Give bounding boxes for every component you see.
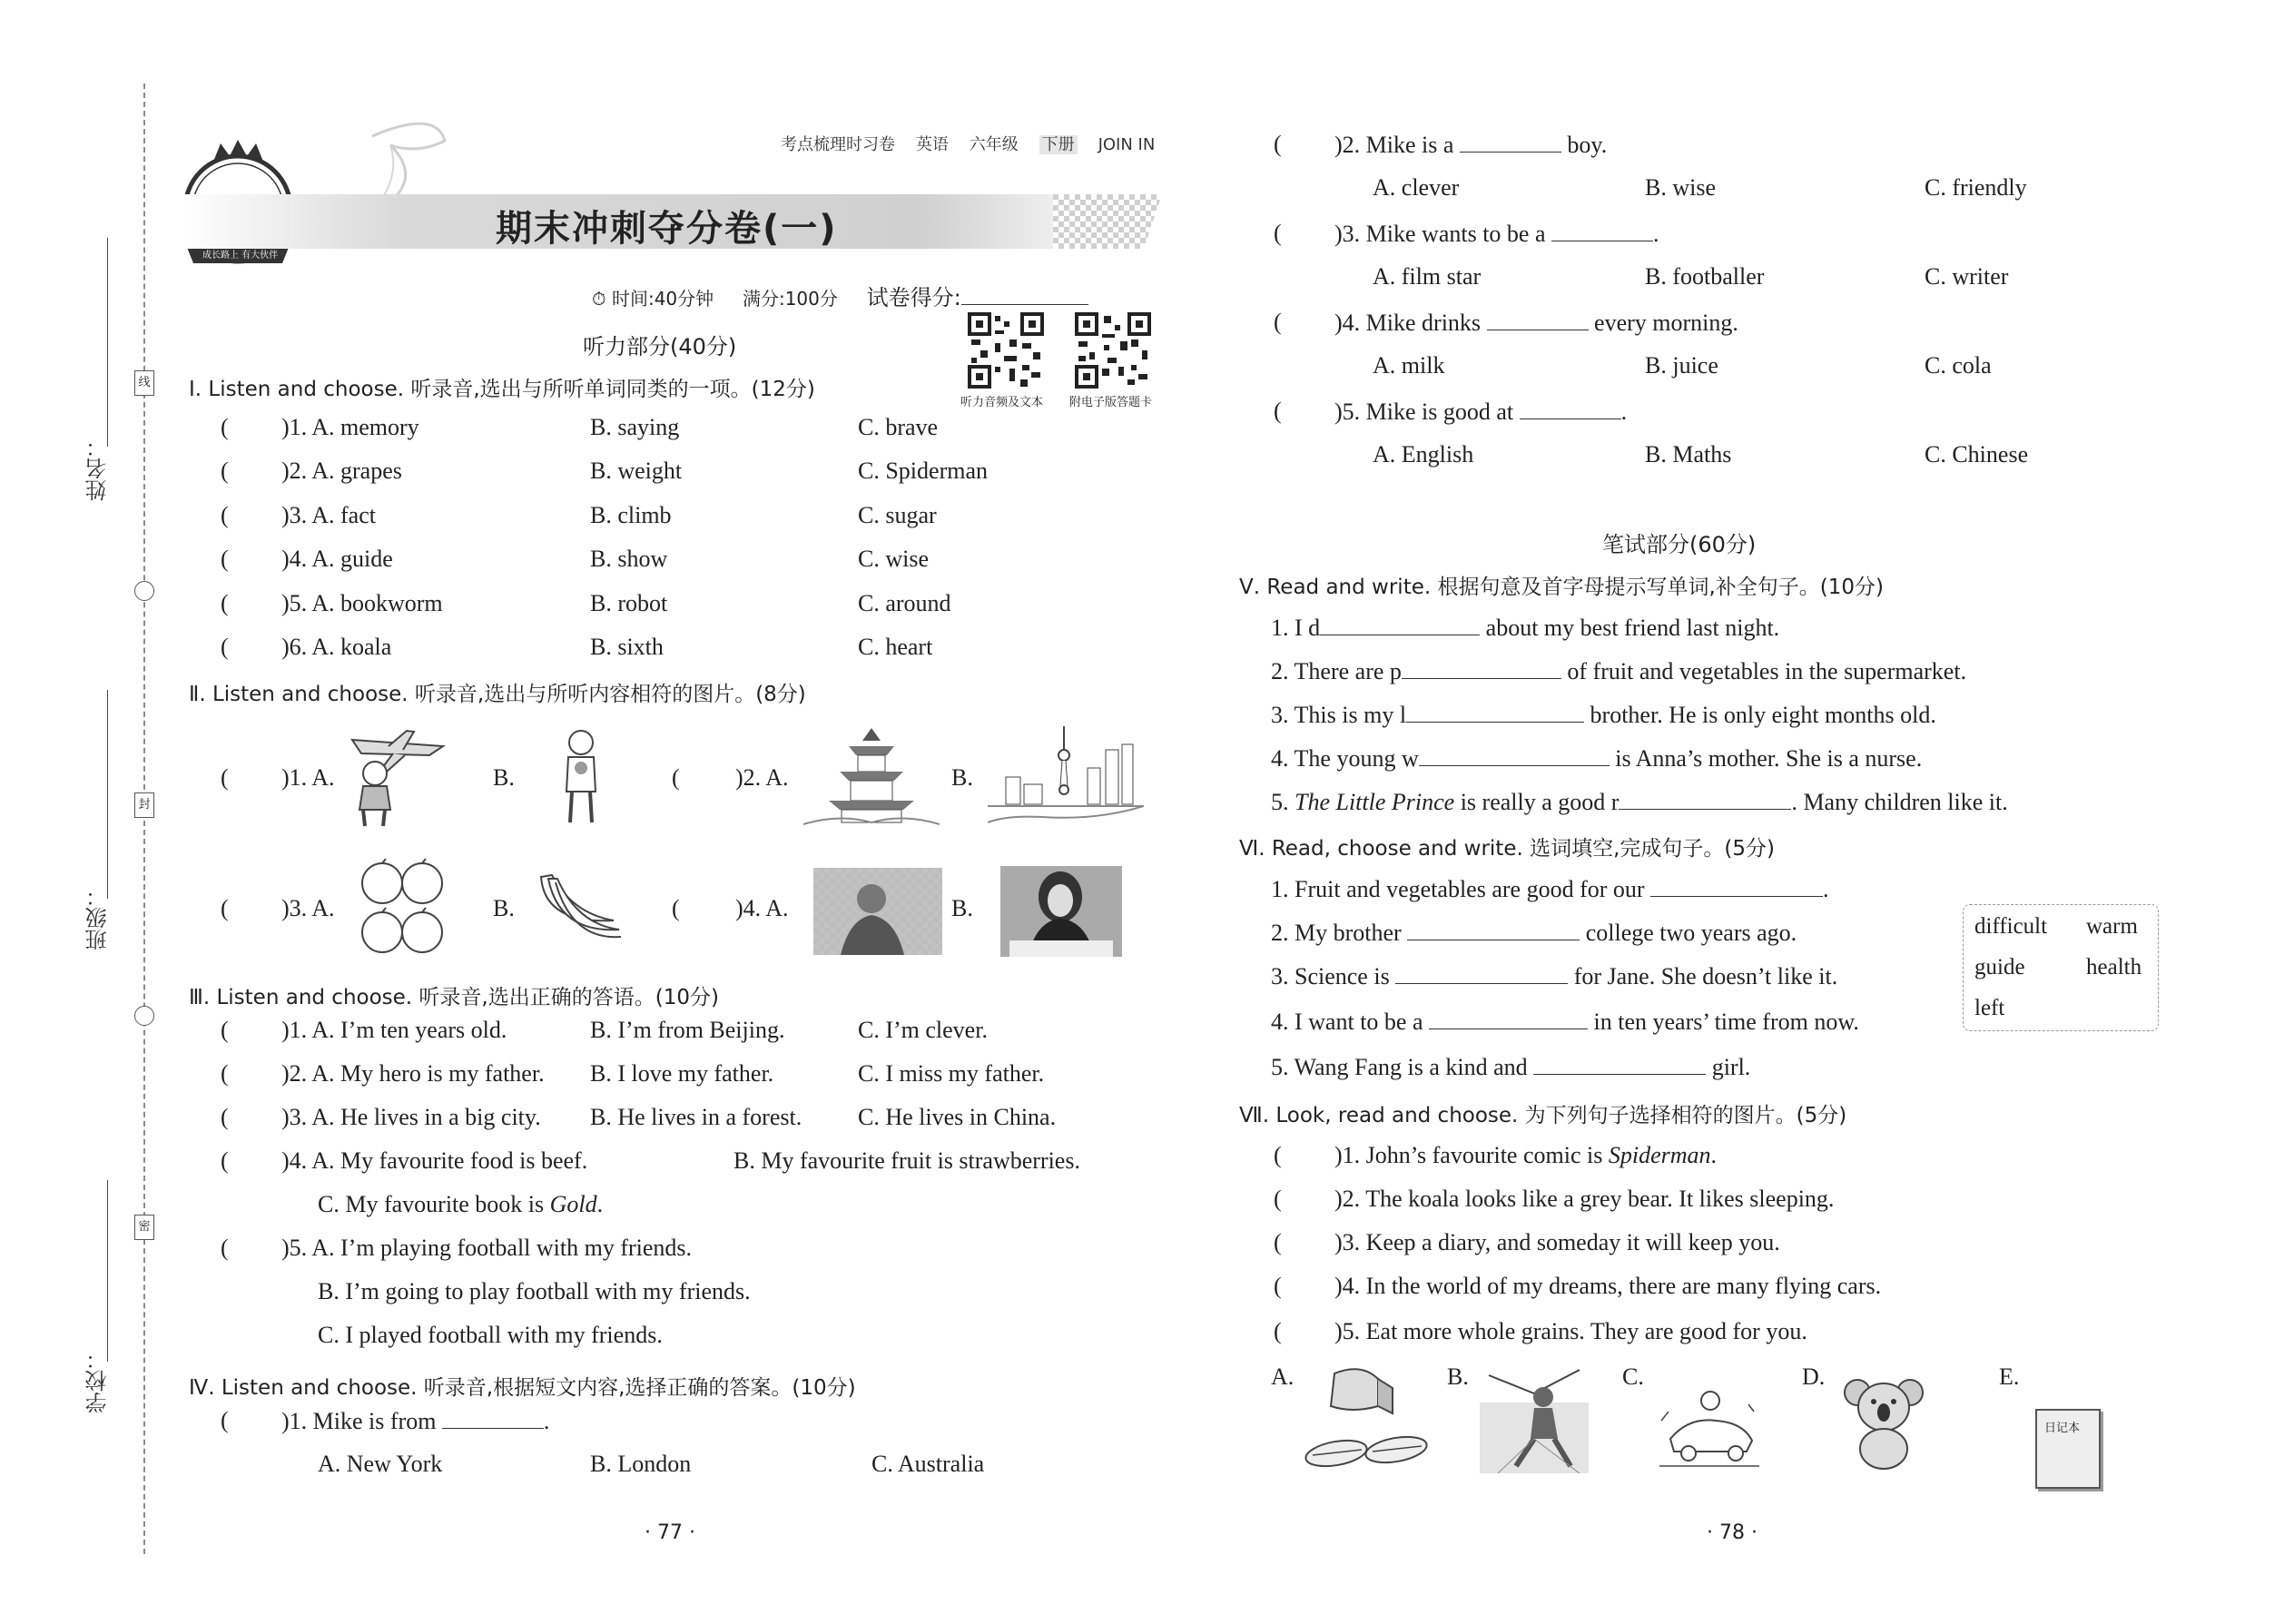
s2-q3: )3. A. xyxy=(281,895,335,921)
diary-label: 日记本 xyxy=(2044,1422,2081,1435)
mark-xian: 线 xyxy=(134,370,154,396)
s3-q4-c-end: . xyxy=(596,1191,604,1217)
s4-question xyxy=(1334,309,1738,337)
school-line xyxy=(107,1180,108,1362)
s4-option-c: C. cola xyxy=(1925,352,1992,379)
term-label: 下册 xyxy=(1039,135,1078,154)
word-bank-item: warm xyxy=(2086,914,2138,939)
s3-q2-c: C. I miss my father. xyxy=(858,1060,1045,1087)
s7-q3: )3. Keep a diary, and someday it will keep you. xyxy=(1334,1229,1780,1255)
s3-q1-b: B. I’m from Beijing. xyxy=(590,1017,785,1043)
answer-paren[interactable]: ( xyxy=(221,895,229,921)
s2-q4: )4. A. xyxy=(735,895,789,921)
answer-paren[interactable]: ( xyxy=(221,764,229,791)
s4-option-a: A. milk xyxy=(1373,352,1445,379)
s1-option-a: )4. A. guide xyxy=(281,546,393,572)
s2-q4-b: B. xyxy=(951,895,973,921)
name-label: 姓名： xyxy=(85,436,111,501)
s7-label-e: E. xyxy=(1999,1363,2020,1390)
s7-label-a: A. xyxy=(1271,1363,1295,1390)
section-1-title: Ⅰ. Listen and choose. 听录音,选出与所听单词同类的一项。(12分) xyxy=(189,378,815,401)
cut-line xyxy=(143,84,145,1554)
s4-option-b: B. Maths xyxy=(1645,441,1732,468)
s6-q5-end: girl. xyxy=(1706,1054,1751,1080)
clock-icon: ⏱ xyxy=(592,288,606,310)
s7-label-c: C. xyxy=(1622,1363,1644,1390)
s7-label-b: B. xyxy=(1447,1363,1469,1390)
s1-option-b: B. robot xyxy=(590,590,668,616)
s1-option-a: )2. A. grapes xyxy=(281,458,402,484)
s5-q1-blank[interactable] xyxy=(1320,614,1480,635)
answer-paren[interactable]: ( xyxy=(221,634,229,660)
grade-label: 六年级 xyxy=(969,135,1019,154)
answer-paren[interactable]: ( xyxy=(672,895,680,921)
girl-writing-photo-icon xyxy=(1000,866,1122,957)
s3-q2-b: B. I love my father. xyxy=(590,1060,774,1087)
s1-option-b: B. show xyxy=(590,546,668,572)
s1-option-c: C. heart xyxy=(858,634,933,660)
s6-q1-end: . xyxy=(1823,876,1829,902)
section-2-title: Ⅱ. Listen and choose. 听录音,选出与所听内容相符的图片。(8分) xyxy=(189,683,806,706)
s5-q3-text: 3. This is my l xyxy=(1271,702,1407,728)
s2-q2: )2. A. xyxy=(735,764,789,791)
s6-q5-text: 5. Wang Fang is a kind and xyxy=(1271,1054,1534,1080)
qr-caption-sheet: 附电子版答题卡 xyxy=(1069,396,1153,409)
answer-paren[interactable]: ( xyxy=(1274,398,1282,424)
s6-q4-text: 4. I want to be a xyxy=(1271,1009,1430,1035)
mark-mi: 密 xyxy=(134,1215,154,1240)
answer-paren[interactable]: ( xyxy=(221,502,229,528)
s4-option-c: C. friendly xyxy=(1925,174,2027,201)
s6-q2 xyxy=(1271,919,1797,947)
s6-q1-blank[interactable] xyxy=(1650,875,1823,897)
s5-q4-end: is Anna’s mother. She is a nurse. xyxy=(1609,745,1923,772)
s6-q3-text: 3. Science is xyxy=(1271,963,1396,989)
mark-feng: 封 xyxy=(134,792,154,818)
subject-label: 英语 xyxy=(915,135,949,154)
s5-q4 xyxy=(1271,744,1922,773)
page-title: 期末冲刺夺分卷(一) xyxy=(496,208,838,250)
answer-paren[interactable]: ( xyxy=(1274,131,1282,157)
s1-option-a: )1. A. memory xyxy=(281,414,419,440)
s6-q2-blank[interactable] xyxy=(1407,919,1580,940)
bananas-icon xyxy=(536,870,623,942)
section-4-title: Ⅳ. Listen and choose. 听录音,根据短文内容,选择正确的答案。(10分) xyxy=(189,1376,856,1400)
word-bank xyxy=(1963,904,2159,1031)
header-series xyxy=(781,132,1155,155)
koala-icon xyxy=(1843,1371,1925,1471)
answer-paren[interactable]: ( xyxy=(221,1235,229,1261)
s5-q3 xyxy=(1271,701,1936,729)
s4-q1-b: B. London xyxy=(590,1451,692,1477)
qr-code-audio-icon[interactable] xyxy=(968,312,1044,389)
s4-option-c: C. Chinese xyxy=(1925,441,2029,468)
s5-q4-text: 4. The young w xyxy=(1271,745,1419,772)
s6-q4-end: in ten years’ time from now. xyxy=(1588,1009,1859,1035)
s4-question-blank[interactable] xyxy=(1551,220,1653,241)
word-bank-item: left xyxy=(1974,996,2005,1020)
s5-q4-blank[interactable] xyxy=(1419,744,1610,766)
s1-option-c: C. wise xyxy=(858,546,929,572)
answer-paren[interactable]: ( xyxy=(1274,309,1282,335)
score-label: 试卷得分: xyxy=(866,285,961,310)
s6-q1-text: 1. Fruit and vegetables are good for our xyxy=(1271,876,1651,902)
s4-question-end: . xyxy=(1620,399,1628,425)
s6-q3 xyxy=(1271,962,1837,990)
punch-hole-icon xyxy=(134,1006,154,1026)
logo-sub: 成长路上 有大伙伴 xyxy=(202,251,279,261)
s4-question-end: every morning. xyxy=(1588,310,1738,336)
answer-paren[interactable]: ( xyxy=(221,590,229,616)
boy-airplane-icon xyxy=(343,726,448,828)
s3-q4-c-text: C. My favourite book is xyxy=(318,1191,550,1217)
s5-q5-text: is really a good r xyxy=(1454,789,1620,815)
page-number-right: · 78 · xyxy=(1707,1521,1757,1544)
s4-q1-a: A. New York xyxy=(318,1451,443,1477)
farmer-photo-icon xyxy=(813,868,942,955)
s2-q3-b: B. xyxy=(493,895,515,921)
s3-q4-c-title: Gold xyxy=(549,1191,597,1217)
tower-building-icon xyxy=(803,724,940,829)
s5-q1-end: about my best friend last night. xyxy=(1480,615,1780,641)
s6-q5-blank[interactable] xyxy=(1533,1053,1706,1075)
s1-option-b: B. climb xyxy=(590,502,672,528)
s2-q1-b: B. xyxy=(493,764,515,791)
answer-paren[interactable]: ( xyxy=(1274,1142,1282,1168)
flying-car-icon xyxy=(1652,1384,1765,1475)
section-6-title: Ⅵ. Read, choose and write. 选词填空,完成句子。(5分) xyxy=(1239,837,1775,861)
s4-question-blank[interactable] xyxy=(1487,309,1589,330)
section-3-title: Ⅲ. Listen and choose. 听录音,选出正确的答语。(10分) xyxy=(189,986,719,1009)
s3-q5-a: )5. A. I’m playing football with my friends. xyxy=(281,1235,693,1261)
answer-paren[interactable]: ( xyxy=(1274,1186,1282,1212)
s5-q2 xyxy=(1271,657,1966,685)
s4-q1-text: )1. Mike is from xyxy=(281,1408,442,1434)
answer-paren[interactable]: ( xyxy=(221,546,229,572)
s5-q1 xyxy=(1271,614,1779,642)
s6-q3-end: for Jane. She doesn’t like it. xyxy=(1568,963,1838,989)
full-score-label: 满分:100分 xyxy=(742,288,838,310)
s4-option-a: A. clever xyxy=(1373,174,1460,201)
answer-paren[interactable]: ( xyxy=(221,1017,229,1043)
bread-grains-icon xyxy=(1298,1366,1434,1473)
s4-question-text: )4. Mike drinks xyxy=(1334,310,1487,336)
s4-question-end: boy. xyxy=(1561,132,1608,158)
answer-paren[interactable]: ( xyxy=(672,764,680,791)
s5-q5-num: 5. xyxy=(1271,789,1295,815)
edition-label: JOIN IN xyxy=(1098,135,1156,154)
s1-option-b: B. sixth xyxy=(590,634,664,660)
s4-question xyxy=(1334,398,1627,426)
s4-q1-c: C. Australia xyxy=(871,1451,985,1477)
s4-q1 xyxy=(281,1407,549,1435)
s4-question-text: )3. Mike wants to be a xyxy=(1334,221,1552,247)
s7-label-d: D. xyxy=(1802,1363,1826,1390)
boy-flowers-icon xyxy=(554,726,608,828)
city-skyline-icon xyxy=(988,723,1144,826)
word-bank-item: difficult xyxy=(1974,914,2048,939)
s5-q3-end: brother. He is only eight months old. xyxy=(1584,702,1936,728)
answer-paren[interactable]: ( xyxy=(221,1147,229,1174)
qr-caption-audio: 听力音频及文本 xyxy=(960,396,1044,409)
s7-q4: )4. In the world of my dreams, there are many flying cars. xyxy=(1334,1273,1882,1299)
s4-option-a: A. English xyxy=(1373,441,1474,468)
score-field[interactable] xyxy=(961,283,1088,305)
s7-q1-end: . xyxy=(1710,1142,1718,1168)
word-bank-item: guide xyxy=(1974,955,2025,979)
s1-option-c: C. brave xyxy=(858,414,939,440)
s6-q2-end: college two years ago. xyxy=(1580,920,1797,946)
s6-q3-blank[interactable] xyxy=(1395,962,1568,984)
s6-q4 xyxy=(1271,1008,1859,1036)
listening-title: 听力部分(40分) xyxy=(583,334,737,359)
binding-margin xyxy=(0,0,159,1624)
section-7-title: Ⅶ. Look, read and choose. 为下列句子选择相符的图片。(5分) xyxy=(1239,1104,1847,1127)
s3-q3-b: B. He lives in a forest. xyxy=(590,1104,802,1130)
s7-q1-text: )1. John’s favourite comic is xyxy=(1334,1142,1609,1168)
s2-q1: )1. A. xyxy=(281,764,335,791)
s1-option-a: )3. A. fact xyxy=(281,502,376,528)
answer-paren[interactable]: ( xyxy=(1274,1229,1282,1255)
s3-q5-c: C. I played football with my friends. xyxy=(318,1322,663,1348)
s3-q3-a: )3. A. He lives in a big city. xyxy=(281,1104,541,1130)
s4-question-blank[interactable] xyxy=(1460,131,1561,153)
s7-q5: )5. Eat more whole grains. They are good for you. xyxy=(1334,1318,1807,1344)
page-number-left: · 77 · xyxy=(645,1521,695,1544)
school-label: 学校： xyxy=(85,1348,111,1413)
s5-q2-blank[interactable] xyxy=(1402,657,1561,679)
s5-q1-text: 1. I d xyxy=(1271,615,1321,641)
s4-question-end: . xyxy=(1653,221,1659,247)
s4-option-b: B. wise xyxy=(1645,174,1716,201)
s3-q3-c: C. He lives in China. xyxy=(858,1104,1057,1130)
s6-q5 xyxy=(1271,1053,1750,1081)
time-label: 时间:40分钟 xyxy=(611,288,714,310)
spiderman-icon xyxy=(1480,1366,1589,1473)
s2-q2-b: B. xyxy=(951,764,973,791)
s7-q1 xyxy=(1334,1142,1717,1169)
s4-option-c: C. writer xyxy=(1925,263,2009,290)
s5-q5 xyxy=(1271,788,2008,816)
section-5-title: Ⅴ. Read and write. 根据句意及首字母提示写单词,补全句子。(10分) xyxy=(1239,576,1885,599)
s4-option-b: B. juice xyxy=(1645,352,1718,379)
answer-paren[interactable]: ( xyxy=(221,1060,229,1087)
word-bank-item: health xyxy=(2086,955,2142,979)
class-label: 班级： xyxy=(85,885,111,950)
qr-code-answer-sheet-icon[interactable] xyxy=(1075,312,1151,389)
s7-q1-title: Spiderman xyxy=(1608,1142,1711,1168)
s4-option-a: A. film star xyxy=(1373,263,1482,290)
answer-paren[interactable]: ( xyxy=(1274,1318,1282,1344)
exam-meta xyxy=(592,280,1088,311)
s4-question-text: )2. Mike is a xyxy=(1334,132,1460,158)
answer-paren[interactable]: ( xyxy=(221,458,229,484)
s5-q5-end: . Many children like it. xyxy=(1791,789,2008,815)
s5-q2-text: 2. There are p xyxy=(1271,658,1402,684)
s3-q1-c: C. I’m clever. xyxy=(858,1017,988,1043)
s4-question xyxy=(1334,220,1659,248)
s3-q5-b: B. I’m going to play football with my friends. xyxy=(318,1278,751,1304)
s4-option-b: B. footballer xyxy=(1645,263,1765,290)
answer-paren[interactable]: ( xyxy=(221,414,229,440)
oranges-icon xyxy=(357,858,448,960)
punch-hole-icon xyxy=(134,581,154,601)
s4-question xyxy=(1334,131,1607,159)
writing-title: 笔试部分(60分) xyxy=(1602,532,1757,557)
s1-option-c: C. sugar xyxy=(858,502,937,528)
name-line xyxy=(107,238,108,447)
s3-q4-a: )4. A. My favourite food is beef. xyxy=(281,1147,588,1174)
s1-option-a: )6. A. koala xyxy=(281,634,392,660)
answer-paren[interactable]: ( xyxy=(221,1407,229,1433)
s1-option-b: B. saying xyxy=(590,414,680,440)
s4-question-text: )5. Mike is good at xyxy=(1334,399,1520,425)
answer-paren[interactable]: ( xyxy=(1274,1273,1282,1299)
s1-option-c: C. Spiderman xyxy=(858,458,988,484)
s3-q2-a: )2. A. My hero is my father. xyxy=(281,1060,545,1087)
s6-q2-text: 2. My brother xyxy=(1271,920,1408,946)
series-label: 考点梳理时习卷 xyxy=(781,135,895,154)
s3-q4-c xyxy=(318,1191,603,1218)
s5-q5-blank[interactable] xyxy=(1619,788,1791,810)
s6-q1 xyxy=(1271,875,1829,903)
s5-q3-blank[interactable] xyxy=(1406,701,1584,723)
s3-q4-b: B. My favourite fruit is strawberries. xyxy=(733,1147,1080,1174)
s1-option-a: )5. A. bookworm xyxy=(281,590,443,616)
diary-icon xyxy=(2035,1409,2101,1489)
s4-q1-end: . xyxy=(543,1408,550,1434)
s4-q1-blank[interactable] xyxy=(442,1407,544,1429)
s7-q2: )2. The koala looks like a grey bear. It likes sleeping. xyxy=(1334,1186,1835,1212)
answer-paren[interactable]: ( xyxy=(221,1104,229,1130)
s1-option-c: C. around xyxy=(858,590,951,616)
class-line xyxy=(107,690,108,899)
s1-option-b: B. weight xyxy=(590,458,683,484)
s6-q4-blank[interactable] xyxy=(1429,1008,1588,1029)
s5-q2-end: of fruit and vegetables in the supermarket. xyxy=(1561,658,1967,684)
s5-q5-title: The Little Prince xyxy=(1295,789,1455,815)
s3-q1-a: )1. A. I’m ten years old. xyxy=(281,1017,507,1043)
answer-paren[interactable]: ( xyxy=(1274,220,1282,246)
s4-question-blank[interactable] xyxy=(1520,398,1621,419)
